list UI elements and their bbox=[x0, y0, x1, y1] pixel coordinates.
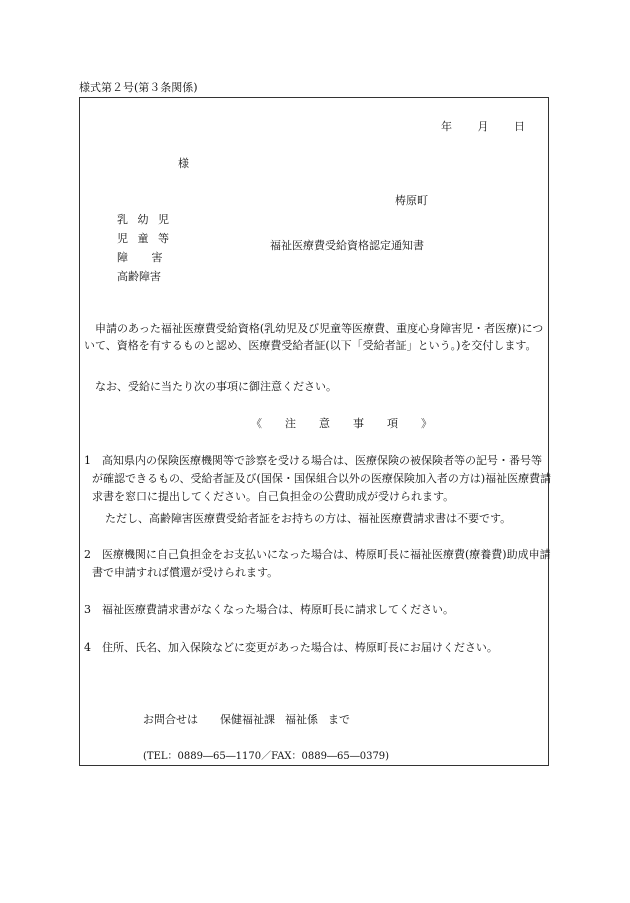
addressee-suffix: 様 bbox=[178, 157, 189, 170]
note-item-3: 3 福祉医療費請求書がなくなった場合は、梼原町長に請求してください。 bbox=[84, 603, 454, 616]
notice-frame bbox=[79, 97, 549, 766]
contact-department: 保健福祉課 bbox=[220, 713, 275, 726]
category-disability: 障 害 bbox=[117, 251, 166, 264]
document-title: 福祉医療費受給資格認定通知書 bbox=[270, 239, 424, 252]
note-item-4: 4 住所、氏名、加入保険などに変更があった場合は、梼原町長にお届けください。 bbox=[84, 641, 498, 654]
date-year-label: 年 bbox=[441, 120, 452, 133]
note-item-1-proviso: ただし、高齢障害医療費受給者証をお持ちの方は、福祉医療費請求書は不要です。 bbox=[105, 512, 512, 525]
form-number: 様式第２号(第３条関係) bbox=[79, 81, 198, 94]
date-month-label: 月 bbox=[477, 120, 489, 133]
note-item-2: 2 医療機関に自己負担金をお支払いになった場合は、梼原町長に福祉医療費(療養費)助成申請書で申請すれば償還が受けられます。 bbox=[84, 548, 551, 580]
note-item-1: 1 高知県内の保険医療機関等で診察を受ける場合は、医療保険の被保険者等の記号・番号等が確認できるもの、受給者証及び(国保・国保組合以外の医療保険加入者の方は)福祉医療費請求書を窓口に提出してください。自己負担金の公費助成が受けられます。 bbox=[84, 454, 552, 504]
issue-date bbox=[441, 121, 525, 132]
contact-line bbox=[143, 714, 350, 725]
contact-suffix: まで bbox=[328, 713, 350, 726]
category-elderly-disability: 高齢障害 bbox=[117, 270, 161, 283]
notes-heading: 《 注 意 事 項 》 bbox=[251, 417, 438, 430]
contact-label: お問合せは bbox=[143, 713, 198, 726]
paragraph-attention: なお、受給に当たり次の事項に御注意ください。 bbox=[95, 380, 337, 393]
category-list bbox=[117, 212, 172, 288]
paragraph-eligibility: 申請のあった福祉医療費受給資格(乳幼児及び児童等医療費、重度心身障害児・者医療)について、資格を有するものと認め、医療費受給者証(以下「受給者証」という。)を交付します。 bbox=[84, 322, 544, 353]
category-child: 児 童 等 bbox=[117, 232, 172, 245]
category-infant: 乳 幼 児 bbox=[117, 213, 172, 226]
date-day-label: 日 bbox=[514, 120, 525, 133]
contact-section: 福祉係 bbox=[285, 713, 318, 726]
issuer-name: 梼原町 bbox=[395, 194, 428, 207]
contact-phone-fax: (TEL：0889―65―1170／FAX：0889―65―0379) bbox=[143, 751, 390, 762]
